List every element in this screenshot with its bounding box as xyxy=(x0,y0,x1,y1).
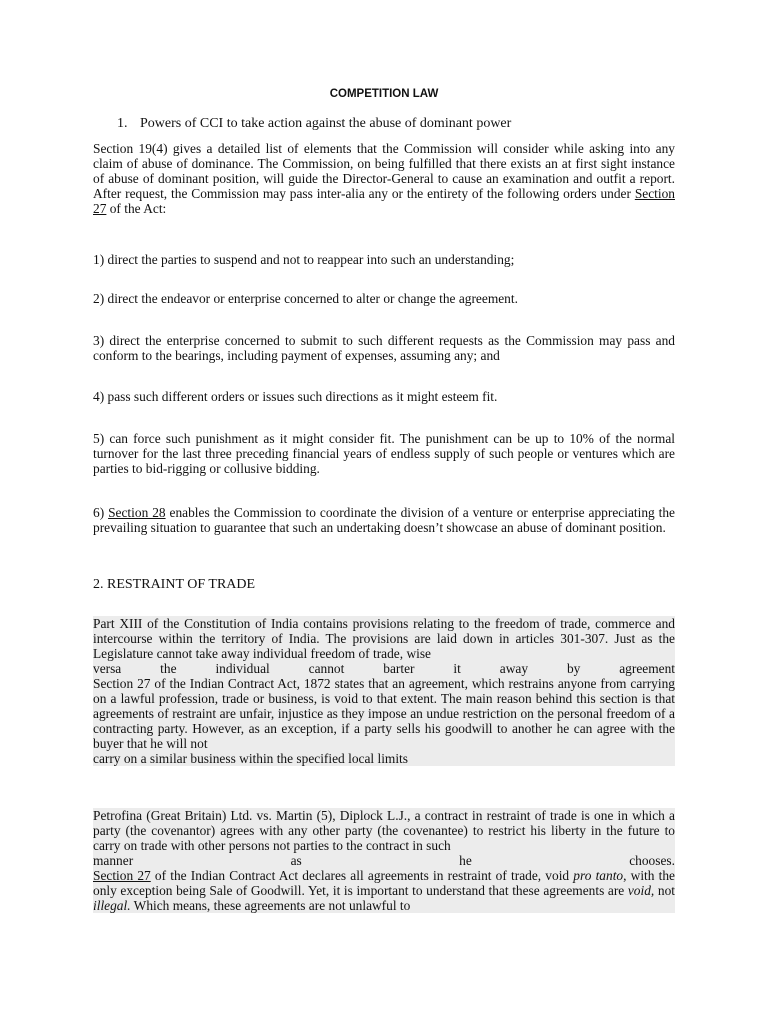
restraint-paragraph-2 xyxy=(93,808,675,913)
section-27-link: Section 27 xyxy=(93,186,675,216)
order-item-4: 4) pass such different orders or issues such directions as it might esteem fit. xyxy=(93,389,498,404)
order-item-1: 1) direct the parties to suspend and not to reappear into such an understanding; xyxy=(93,252,515,267)
para1-word: it xyxy=(453,661,461,676)
para2-word: he xyxy=(459,853,472,868)
restraint-paragraph-1 xyxy=(93,616,675,766)
para1-text-b: Section 27 of the Indian Contract Act, 1872 states that an agreement, which restrains anyone from carrying on a lawful profession, trade or business, is void to that extent. The main reason behind this section is that agreements of restraint are unfair, injustice as they impose an undue restriction on the personal freedom of a contracting party. However, as an exception, if a party sells his goodwill to another he can agree with the buyer that he will not xyxy=(93,676,675,751)
item-6-text: enables the Commission to coordinate the division of a venture or enterprise appreciating the prevailing situation to guarantee that such an undertaking doesn’t showcase an abuse of dominant position. xyxy=(93,505,676,535)
item-6-prefix: 6) xyxy=(93,505,109,520)
para2-text-b: Section 27 of the Indian Contract Act declares all agreements in restraint of trade, void pro tanto, with the only exception being Sale of Goodwill. Yet, it is important to understand that these agreements are void, not illegal. Which means, these agreements are not unlawful to xyxy=(93,868,676,913)
section-28-link: Section 28 xyxy=(108,505,166,520)
order-item-6 xyxy=(93,505,675,535)
para1-word: by xyxy=(566,661,581,676)
section-1-heading-text: Powers of CCI to take action against the abuse of dominant power xyxy=(140,116,512,131)
para1-word: the xyxy=(160,661,177,676)
para1-word: cannot xyxy=(308,661,345,676)
section-1-intro xyxy=(93,141,675,216)
section-2-heading: 2. RESTRAINT OF TRADE xyxy=(93,577,256,592)
para2-word: as xyxy=(290,853,302,868)
para2-text-a: Petrofina (Great Britain) Ltd. vs. Martin (5), Diplock L.J., a contract in restraint of trade is one in which a party (the covenantor) agrees with any other party (the covenantee) to restrict his liberty in the future to carry on trade with other persons not parties to the contract in such xyxy=(93,808,675,853)
intro-tail: of the Act: xyxy=(106,201,167,216)
para2-spread-line xyxy=(93,853,675,868)
para2-word: chooses. xyxy=(629,853,675,868)
para1-word: barter xyxy=(383,661,415,676)
order-item-2: 2) direct the endeavor or enterprise concerned to alter or change the agreement. xyxy=(93,291,518,306)
intro-text: Section 19(4) gives a detailed list of elements that the Commission will consider while asking into any claim of abuse of dominance. The Commission, on being fulfilled that there exists an at first sight instance of abuse of dominant position, will guide the Director-General to cause an examination and outfit a report. After request, the Commission may pass inter-alia any or the entirety of the following orders under xyxy=(93,141,675,201)
para1-word: versa xyxy=(93,661,122,676)
para2-word: manner xyxy=(93,853,134,868)
para1-last-line: carry on a similar business within the specified local limits xyxy=(93,751,408,766)
para1-spread-line xyxy=(93,661,675,676)
section-1-number: 1. xyxy=(117,116,128,131)
order-item-5: 5) can force such punishment as it might consider fit. The punishment can be up to 10% of the normal turnover for the last three preceding financial years of endless supply of such people or ventures which are parties to bid-rigging or collusive bidding. xyxy=(93,431,675,476)
order-item-3: 3) direct the enterprise concerned to submit to such different requests as the Commission may pass and conform to the bearings, including payment of expenses, assuming any; and xyxy=(93,333,675,363)
document-title: COMPETITION LAW xyxy=(329,88,439,100)
para1-word: individual xyxy=(215,661,270,676)
para1-word: agreement xyxy=(619,661,675,676)
section-27-link-2: Section 27 xyxy=(93,868,151,883)
section-1-heading xyxy=(117,116,511,132)
para1-text-a: Part XIII of the Constitution of India contains provisions relating to the freedom of trade, commerce and intercourse within the territory of India. The provisions are laid down in articles 301-307. Just as the Legislature cannot take away individual freedom of trade, wise xyxy=(93,616,675,661)
para1-word: away xyxy=(499,661,529,676)
